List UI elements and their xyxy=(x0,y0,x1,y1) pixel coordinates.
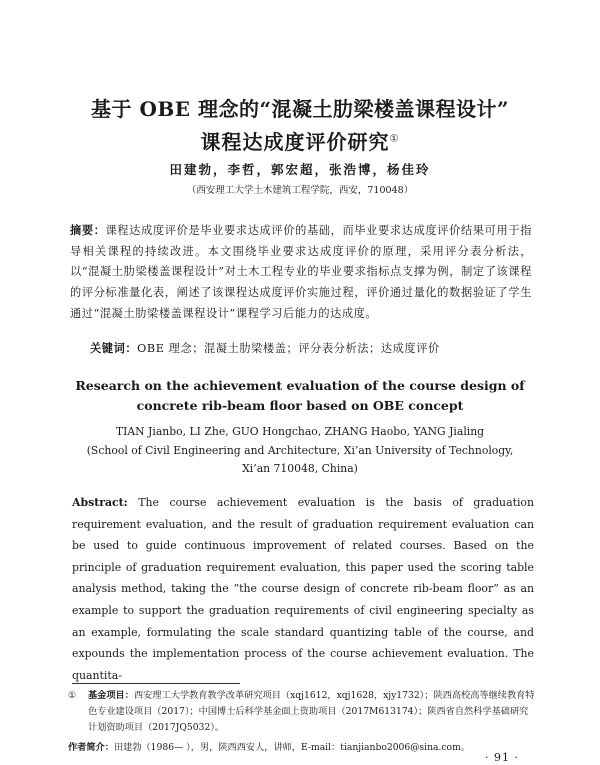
keywords-cn-label: 关键词： xyxy=(90,341,138,355)
footnote-fund-body xyxy=(88,688,536,736)
abstract-en xyxy=(72,492,534,686)
author-bio-text: 田建勃（1986— ），男，陕西西安人，讲师，E-mail：tianjianbo2006@sina.com。 xyxy=(113,742,470,753)
footnote-marker: ① xyxy=(68,690,77,701)
english-title-line1: Research on the achievement evaluation of the course design of xyxy=(75,378,525,393)
authors-en: TIAN Jianbo, LI Zhe, GUO Hongchao, ZHANG Haobo, YANG Jialing xyxy=(115,425,485,438)
abstract-cn-label: 摘要： xyxy=(70,223,106,237)
page-number: · 91 · xyxy=(485,751,519,764)
footnote-divider xyxy=(72,683,240,684)
english-title-line2: concrete rib-beam floor based on OBE concept xyxy=(136,398,464,413)
paper-title-line2-text: 课程达成度评价研究 xyxy=(200,130,390,154)
authors-cn: 田建勃，李哲，郭宏超，张浩博，杨佳玲 xyxy=(169,162,431,177)
abstract-en-label: Abstract: xyxy=(72,496,128,509)
affiliation-en-line1: (School of Civil Engineering and Architecture, Xi’an University of Technology, xyxy=(86,444,514,457)
author-bio-label: 作者简介： xyxy=(68,742,114,753)
keywords-cn xyxy=(90,340,540,356)
paper-title-line1: 基于 OBE 理念的“混凝土肋梁楼盖课程设计” xyxy=(90,97,509,121)
keywords-cn-text: OBE 理念；混凝土肋梁楼盖；评分表分析法；达成度评价 xyxy=(137,342,440,355)
fund-label: 基金项目： xyxy=(88,690,134,701)
abstract-cn-text: 课程达成度评价是毕业要求达成评价的基础，而毕业要求达成度评价结果可用于指导相关课程的持续改进。本文围绕毕业要求达成度评价的原理，采用评分表分析法，以“混凝土肋梁楼盖课程设计”对土木工程专业的毕业要求指标点支撑为例，制定了该课程的评分标准量化表，阐述了该课程达成度评价实施过程，评价通过量化的数据验证了学生通过“混凝土肋梁楼盖课程设计”课程学习后能力的达成度。 xyxy=(70,224,532,320)
footnote-author xyxy=(68,740,538,756)
fund-text: 西安理工大学教育教学改革研究项目（xqj1612，xqj1628，xjy1732）；陕西高校高等继续教育特色专业建设项目（2017）；中国博士后科学基金面上资助项目（2017M613174）；陕西省自然科学基础研究计划资助项目（2017JQ5032）。 xyxy=(88,690,535,733)
paper-title-line2 xyxy=(30,126,570,155)
affiliation-cn: （西安理工大学土木建筑工程学院，西安，710048） xyxy=(186,185,414,196)
title-footnote-marker[interactable]: ① xyxy=(389,133,400,145)
abstract-en-text: The course achievement evaluation is the basis of graduation requirement evaluation, and the result of graduation requirement evaluation can be used to guide continuous improvement of related courses. Based on the principle of graduation requirement evaluation, this paper used the scoring table analysis method, taking the “the course design of concrete rib-beam floor” as an example to support the graduation requirements of civil engineering specialty as an example, formulating the scale standard quantizing table of the course, and expounds the implementation process of the course achievement evaluation. The quantita- xyxy=(72,496,534,682)
abstract-cn xyxy=(70,220,532,325)
footnote-fund xyxy=(68,688,538,736)
affiliation-en-line2: Xi’an 710048, China) xyxy=(242,462,358,475)
